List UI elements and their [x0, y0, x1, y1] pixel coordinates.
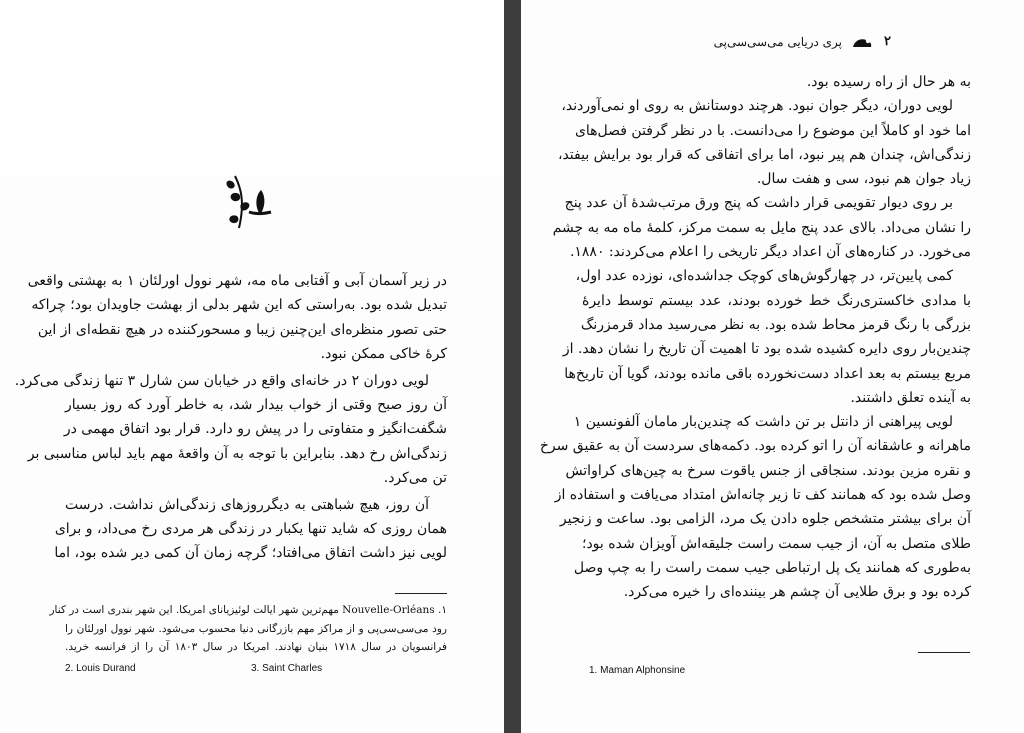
text-line: چندین‌بار روی دایره کشیده شده بود تا اهمیت آن تاریخ را نشان دهد. از: [562, 341, 971, 358]
text-line: مربع بیستم به بعد اعداد دست‌نخورده باقی مانده بودند، گویا آن تاریخ‌ها: [564, 365, 971, 382]
text-line: و نقره مزین بودند. سنجاقی از جنس یاقوت سرخ به چین‌های کراواتش: [565, 462, 971, 479]
text-line: کرده بود و برق طلایی آن چشم هر بیننده‌ای را خیره می‌کرد.: [623, 584, 971, 601]
text-line: به آینده تعلق داشتند.: [850, 389, 971, 406]
footnote-rule: [395, 593, 447, 594]
right-page: [521, 0, 1024, 733]
text-line: لویی پیراهنی از دانتل بر تن داشت که چندین‌بار مامان آلفونسین ۱: [573, 414, 953, 431]
text-line: لویی نیز داشت اتفاق می‌افتاد؛ گرچه زمان آن کمی دیر شده بود، اما: [54, 545, 447, 562]
left-page: [0, 0, 504, 733]
page-number: ۲: [884, 34, 891, 49]
text-line: به‌طوری که همانند یک پل ارتباطی جیب سمت راست را به چپ وصل: [573, 559, 971, 576]
left-footnotes: [49, 601, 447, 657]
text-line: تن می‌کرد.: [383, 470, 447, 487]
footnote-line: رود می‌سی‌سی‌پی و از مراکز مهم بازرگانی دنیا محسوب می‌شود. شهر نوول اورلئان را: [65, 622, 447, 635]
text-line: به هر حال از راه رسیده بود.: [806, 74, 971, 90]
text-line: آن روز صبح وقتی از خواب بیدار شد، به خاطر آورد که روز بسیار: [65, 397, 447, 414]
text-line: همان روزی که شاید تنها یکبار در زندگی هر مردی رخ می‌داد، و برای: [54, 521, 447, 538]
footnote-saint-charles: 3. Saint Charles: [251, 663, 323, 674]
text-line: لویی دوران ۲ در خانه‌ای واقع در خیابان سن شارل ۳ تنها زندگی می‌کرد.: [14, 372, 429, 389]
text-line: تبدیل شده بود. به‌راستی که این شهر بدلی از بهشت جاویدان بود؛ چراکه: [31, 297, 447, 314]
footnote-maman-alphonsine: 1. Maman Alphonsine: [589, 665, 686, 676]
text-line: با مدادی خاکستری‌رنگ خط خورده بودند، عدد بیستم توسط دایرهٔ: [582, 292, 971, 309]
running-head-title: پری دریایی می‌سی‌سی‌پی: [713, 35, 842, 49]
book-gutter: [504, 0, 521, 733]
text-line: کمی پایین‌تر، در چهارگوش‌های کوچک جداشده‌ای، نوزده عدد اول،: [575, 268, 953, 285]
text-line: حتی تصور منظره‌ای این‌چنین زیبا و مسحورکننده در هیچ نقطه‌ای از این: [37, 321, 447, 338]
text-line: اما خود او کاملاً این موضوع را می‌دانست. با در نظر گرفتن فصل‌های: [574, 122, 971, 139]
text-line: زندگی‌اش رخ دهد. بنابراین با توجه به آن واقعهٔ مهم باید لباس مناسبی بر: [27, 445, 447, 462]
text-line: زندگی‌اش، چندان هم پیر نبود، اما برای اتفاقی که قرار بود برایش بیفتد،: [557, 146, 971, 163]
running-head: [521, 34, 1024, 54]
footnote-rule: [918, 652, 970, 653]
text-line: طلای متصل به آن، از جیب سمت راست جلیقه‌اش آویزان شده بود؛: [582, 535, 971, 552]
text-line: بر روی دیوار تقویمی قرار داشت که پنج ورق مرتب‌شدهٔ آن عدد پنج: [564, 195, 953, 212]
text-line: زیاد جوان هم نبود، سی و هفت سال.: [756, 171, 971, 188]
footnote-louis-durand: 2. Louis Durand: [65, 663, 136, 674]
chapter-number-calligraphy: [215, 168, 285, 238]
footnote-line: فرانسویان در سال ۱۷۱۸ بنیان نهادند. امریکا در سال ۱۸۰۳ آن را از فرانسه خرید.: [65, 641, 447, 654]
left-body-text: [14, 269, 447, 566]
footnote-line: ۱. Nouvelle-Orléans مهم‌ترین شهر ایالت لوئیزیانای امریکا. این شهر بندری است در کنار: [49, 604, 447, 616]
ornament-icon: [851, 37, 873, 49]
text-line: را نشان می‌داد. بالای عدد پنج مایل به سمت مرکز، کلمهٔ ماه مه به چشم: [552, 219, 971, 236]
text-line: ماهرانه و عاشقانه آن را اتو کرده بود. دکمه‌های سردست آن به عقیق سرخ: [539, 438, 971, 455]
text-line: در زیر آسمان آبی و آفتابی ماه مه، شهر نوول اورلئان ۱ به بهشتی واقعی: [27, 273, 447, 289]
text-line: لویی دوران، دیگر جوان نبود. هرچند دوستانش به روی او نمی‌آوردند،: [561, 98, 953, 115]
text-line: کرهٔ خاکی ممکن نبود.: [320, 346, 447, 363]
page-top-blank: [0, 0, 504, 175]
text-line: می‌خورد. در کناره‌های آن اعداد دیگر تاریخی را اعلام می‌کردند: ۱۸۸۰.: [569, 244, 971, 261]
text-line: آن روز، هیچ شباهتی به دیگرروزهای زندگی‌اش نداشت. درست: [65, 496, 429, 513]
right-body-text: [539, 70, 971, 605]
text-line: شگفت‌انگیز و متفاوتی را در پیش رو دارد. قرار بود اتفاق مهمی در: [63, 421, 447, 438]
text-line: آن برای بیشتر متشخص جلوه دادن یک مرد، الزامی بود. ساعت و زنجیر: [559, 511, 971, 528]
text-line: بزرگی با رنگ قرمز محاط شده بود. به نظر می‌رسید مداد قرمزرنگ: [580, 316, 971, 333]
text-line: وصل شده بود که همانند کف تا زیر چانه‌اش امتداد می‌یافت و استفاده از: [554, 487, 971, 504]
